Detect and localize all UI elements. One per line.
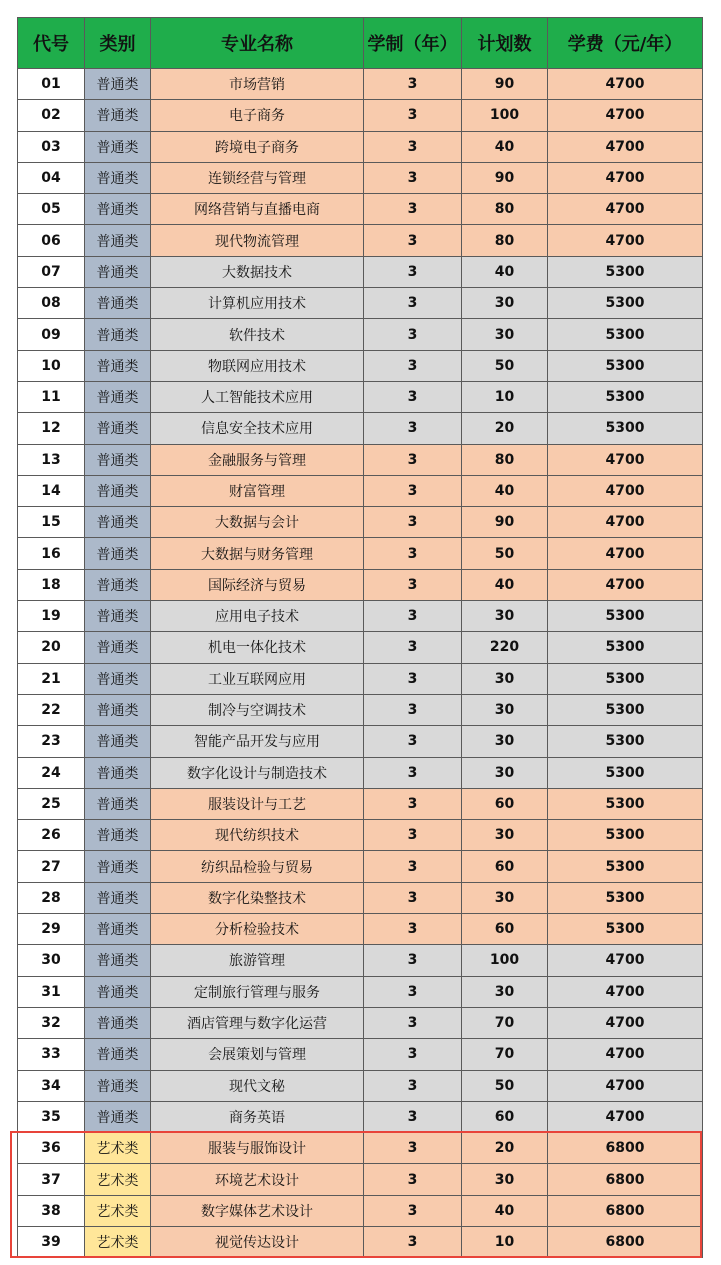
table-row — [18, 976, 703, 1007]
cell-code: 04 — [18, 162, 85, 193]
cell-code: 37 — [18, 1164, 85, 1195]
cell-category: 普通类 — [85, 851, 151, 882]
cell-fee: 4700 — [548, 1039, 703, 1070]
cell-fee: 4700 — [548, 1007, 703, 1038]
cell-plan: 30 — [462, 288, 548, 319]
cell-years: 3 — [364, 1101, 462, 1132]
cell-plan: 30 — [462, 1164, 548, 1195]
cell-plan: 30 — [462, 726, 548, 757]
cell-major: 视觉传达设计 — [151, 1226, 364, 1257]
cell-plan: 90 — [462, 507, 548, 538]
cell-category: 艺术类 — [85, 1133, 151, 1164]
cell-years: 3 — [364, 757, 462, 788]
cell-category: 普通类 — [85, 162, 151, 193]
cell-fee: 4700 — [548, 162, 703, 193]
cell-major: 金融服务与管理 — [151, 444, 364, 475]
cell-code: 05 — [18, 194, 85, 225]
cell-years: 3 — [364, 100, 462, 131]
cell-plan: 80 — [462, 444, 548, 475]
cell-code: 02 — [18, 100, 85, 131]
cell-plan: 40 — [462, 475, 548, 506]
cell-code: 27 — [18, 851, 85, 882]
cell-code: 30 — [18, 945, 85, 976]
cell-years: 3 — [364, 413, 462, 444]
cell-code: 12 — [18, 413, 85, 444]
cell-plan: 220 — [462, 632, 548, 663]
table-row — [18, 632, 703, 663]
cell-years: 3 — [364, 788, 462, 819]
cell-years: 3 — [364, 632, 462, 663]
cell-years: 3 — [364, 976, 462, 1007]
cell-fee: 5300 — [548, 350, 703, 381]
cell-category: 普通类 — [85, 225, 151, 256]
table-row — [18, 475, 703, 506]
cell-fee: 4700 — [548, 225, 703, 256]
table-row — [18, 350, 703, 381]
cell-code: 39 — [18, 1226, 85, 1257]
cell-plan: 50 — [462, 350, 548, 381]
cell-major: 数字化设计与制造技术 — [151, 757, 364, 788]
cell-fee: 4700 — [548, 444, 703, 475]
cell-code: 16 — [18, 538, 85, 569]
table-row — [18, 601, 703, 632]
cell-major: 机电一体化技术 — [151, 632, 364, 663]
cell-code: 26 — [18, 820, 85, 851]
cell-fee: 6800 — [548, 1164, 703, 1195]
cell-major: 分析检验技术 — [151, 914, 364, 945]
cell-major: 会展策划与管理 — [151, 1039, 364, 1070]
cell-fee: 5300 — [548, 851, 703, 882]
cell-category: 普通类 — [85, 69, 151, 100]
cell-years: 3 — [364, 1133, 462, 1164]
cell-years: 3 — [364, 694, 462, 725]
cell-category: 艺术类 — [85, 1164, 151, 1195]
cell-years: 3 — [364, 162, 462, 193]
cell-major: 智能产品开发与应用 — [151, 726, 364, 757]
cell-years: 3 — [364, 69, 462, 100]
cell-plan: 60 — [462, 1101, 548, 1132]
cell-category: 普通类 — [85, 976, 151, 1007]
cell-plan: 30 — [462, 663, 548, 694]
header-fee: 学费（元/年） — [548, 18, 703, 69]
cell-code: 31 — [18, 976, 85, 1007]
cell-major: 大数据技术 — [151, 256, 364, 287]
cell-category: 普通类 — [85, 601, 151, 632]
cell-major: 酒店管理与数字化运营 — [151, 1007, 364, 1038]
cell-years: 3 — [364, 882, 462, 913]
cell-plan: 50 — [462, 1070, 548, 1101]
cell-category: 普通类 — [85, 569, 151, 600]
table-row — [18, 194, 703, 225]
cell-years: 3 — [364, 914, 462, 945]
cell-years: 3 — [364, 288, 462, 319]
table-row — [18, 1164, 703, 1195]
cell-plan: 90 — [462, 69, 548, 100]
cell-years: 3 — [364, 663, 462, 694]
cell-fee: 6800 — [548, 1195, 703, 1226]
table-row — [18, 882, 703, 913]
cell-major: 大数据与会计 — [151, 507, 364, 538]
cell-years: 3 — [364, 350, 462, 381]
cell-fee: 5300 — [548, 663, 703, 694]
cell-code: 32 — [18, 1007, 85, 1038]
cell-code: 09 — [18, 319, 85, 350]
cell-fee: 4700 — [548, 569, 703, 600]
cell-years: 3 — [364, 507, 462, 538]
table-row — [18, 162, 703, 193]
cell-category: 普通类 — [85, 1101, 151, 1132]
cell-major: 跨境电子商务 — [151, 131, 364, 162]
cell-code: 33 — [18, 1039, 85, 1070]
cell-major: 服装与服饰设计 — [151, 1133, 364, 1164]
cell-plan: 70 — [462, 1039, 548, 1070]
cell-code: 07 — [18, 256, 85, 287]
cell-major: 数字化染整技术 — [151, 882, 364, 913]
cell-fee: 4700 — [548, 1101, 703, 1132]
cell-fee: 4700 — [548, 538, 703, 569]
table-row — [18, 413, 703, 444]
cell-years: 3 — [364, 945, 462, 976]
cell-years: 3 — [364, 851, 462, 882]
cell-code: 35 — [18, 1101, 85, 1132]
cell-plan: 80 — [462, 194, 548, 225]
cell-code: 10 — [18, 350, 85, 381]
cell-fee: 5300 — [548, 256, 703, 287]
cell-years: 3 — [364, 1164, 462, 1195]
table-header — [18, 18, 703, 69]
cell-years: 3 — [364, 1039, 462, 1070]
table-row — [18, 256, 703, 287]
table-row — [18, 1039, 703, 1070]
table-row — [18, 225, 703, 256]
cell-plan: 30 — [462, 976, 548, 1007]
cell-fee: 5300 — [548, 694, 703, 725]
cell-code: 08 — [18, 288, 85, 319]
cell-years: 3 — [364, 569, 462, 600]
cell-fee: 5300 — [548, 914, 703, 945]
cell-fee: 5300 — [548, 601, 703, 632]
table-row — [18, 851, 703, 882]
cell-fee: 4700 — [548, 945, 703, 976]
cell-fee: 5300 — [548, 882, 703, 913]
table-row — [18, 726, 703, 757]
cell-major: 计算机应用技术 — [151, 288, 364, 319]
table-row — [18, 1101, 703, 1132]
cell-code: 13 — [18, 444, 85, 475]
cell-major: 网络营销与直播电商 — [151, 194, 364, 225]
table-row — [18, 507, 703, 538]
cell-plan: 40 — [462, 569, 548, 600]
table-row — [18, 131, 703, 162]
cell-years: 3 — [364, 1007, 462, 1038]
table-row — [18, 757, 703, 788]
table-row — [18, 820, 703, 851]
cell-fee: 5300 — [548, 288, 703, 319]
cell-category: 普通类 — [85, 100, 151, 131]
cell-plan: 30 — [462, 319, 548, 350]
cell-category: 普通类 — [85, 288, 151, 319]
cell-category: 艺术类 — [85, 1195, 151, 1226]
cell-code: 19 — [18, 601, 85, 632]
cell-major: 电子商务 — [151, 100, 364, 131]
cell-category: 普通类 — [85, 945, 151, 976]
cell-plan: 50 — [462, 538, 548, 569]
cell-major: 纺织品检验与贸易 — [151, 851, 364, 882]
cell-major: 大数据与财务管理 — [151, 538, 364, 569]
cell-years: 3 — [364, 194, 462, 225]
cell-fee: 5300 — [548, 381, 703, 412]
cell-plan: 80 — [462, 225, 548, 256]
cell-major: 财富管理 — [151, 475, 364, 506]
cell-code: 38 — [18, 1195, 85, 1226]
table-row — [18, 1133, 703, 1164]
cell-plan: 70 — [462, 1007, 548, 1038]
cell-code: 01 — [18, 69, 85, 100]
cell-code: 25 — [18, 788, 85, 819]
cell-plan: 30 — [462, 601, 548, 632]
cell-plan: 20 — [462, 413, 548, 444]
cell-plan: 20 — [462, 1133, 548, 1164]
table-row — [18, 381, 703, 412]
cell-plan: 30 — [462, 820, 548, 851]
cell-years: 3 — [364, 726, 462, 757]
cell-plan: 100 — [462, 100, 548, 131]
cell-fee: 4700 — [548, 507, 703, 538]
cell-major: 市场营销 — [151, 69, 364, 100]
cell-years: 3 — [364, 601, 462, 632]
table-row — [18, 444, 703, 475]
cell-fee: 4700 — [548, 100, 703, 131]
header-code: 代号 — [18, 18, 85, 69]
cell-major: 工业互联网应用 — [151, 663, 364, 694]
cell-plan: 40 — [462, 256, 548, 287]
cell-major: 数字媒体艺术设计 — [151, 1195, 364, 1226]
cell-category: 普通类 — [85, 914, 151, 945]
cell-plan: 60 — [462, 788, 548, 819]
cell-category: 普通类 — [85, 882, 151, 913]
header-major: 专业名称 — [151, 18, 364, 69]
cell-category: 普通类 — [85, 1070, 151, 1101]
cell-plan: 30 — [462, 757, 548, 788]
cell-fee: 5300 — [548, 632, 703, 663]
cell-fee: 5300 — [548, 726, 703, 757]
cell-major: 现代文秘 — [151, 1070, 364, 1101]
cell-code: 24 — [18, 757, 85, 788]
table-row — [18, 1070, 703, 1101]
cell-category: 普通类 — [85, 663, 151, 694]
cell-years: 3 — [364, 475, 462, 506]
cell-category: 普通类 — [85, 757, 151, 788]
cell-plan: 40 — [462, 1195, 548, 1226]
table-row — [18, 914, 703, 945]
cell-fee: 5300 — [548, 319, 703, 350]
table-row — [18, 69, 703, 100]
cell-fee: 4700 — [548, 69, 703, 100]
cell-fee: 6800 — [548, 1133, 703, 1164]
cell-fee: 6800 — [548, 1226, 703, 1257]
cell-code: 20 — [18, 632, 85, 663]
cell-fee: 4700 — [548, 475, 703, 506]
cell-fee: 5300 — [548, 757, 703, 788]
cell-code: 22 — [18, 694, 85, 725]
cell-years: 3 — [364, 1226, 462, 1257]
cell-years: 3 — [364, 131, 462, 162]
table-row — [18, 1226, 703, 1257]
cell-category: 普通类 — [85, 694, 151, 725]
cell-code: 06 — [18, 225, 85, 256]
cell-plan: 10 — [462, 381, 548, 412]
cell-plan: 100 — [462, 945, 548, 976]
header-plan: 计划数 — [462, 18, 548, 69]
cell-category: 普通类 — [85, 131, 151, 162]
cell-code: 36 — [18, 1133, 85, 1164]
cell-fee: 5300 — [548, 820, 703, 851]
cell-major: 旅游管理 — [151, 945, 364, 976]
table-row — [18, 1007, 703, 1038]
cell-category: 普通类 — [85, 256, 151, 287]
cell-code: 11 — [18, 381, 85, 412]
cell-major: 连锁经营与管理 — [151, 162, 364, 193]
cell-fee: 5300 — [548, 788, 703, 819]
cell-fee: 4700 — [548, 976, 703, 1007]
cell-category: 普通类 — [85, 1007, 151, 1038]
cell-code: 03 — [18, 131, 85, 162]
enrollment-table — [17, 17, 703, 1258]
cell-plan: 60 — [462, 851, 548, 882]
cell-plan: 40 — [462, 131, 548, 162]
table-body — [18, 69, 703, 1258]
cell-plan: 60 — [462, 914, 548, 945]
cell-major: 现代物流管理 — [151, 225, 364, 256]
cell-major: 商务英语 — [151, 1101, 364, 1132]
cell-category: 普通类 — [85, 413, 151, 444]
cell-years: 3 — [364, 1195, 462, 1226]
cell-code: 18 — [18, 569, 85, 600]
table-row — [18, 694, 703, 725]
table-row — [18, 319, 703, 350]
table-row — [18, 1195, 703, 1226]
cell-years: 3 — [364, 820, 462, 851]
cell-plan: 10 — [462, 1226, 548, 1257]
cell-major: 现代纺织技术 — [151, 820, 364, 851]
header-category: 类别 — [85, 18, 151, 69]
cell-category: 普通类 — [85, 319, 151, 350]
cell-plan: 90 — [462, 162, 548, 193]
cell-category: 艺术类 — [85, 1226, 151, 1257]
cell-category: 普通类 — [85, 507, 151, 538]
cell-plan: 30 — [462, 694, 548, 725]
cell-major: 定制旅行管理与服务 — [151, 976, 364, 1007]
cell-category: 普通类 — [85, 788, 151, 819]
cell-category: 普通类 — [85, 475, 151, 506]
cell-years: 3 — [364, 1070, 462, 1101]
table-row — [18, 788, 703, 819]
cell-fee: 4700 — [548, 194, 703, 225]
cell-major: 软件技术 — [151, 319, 364, 350]
cell-major: 信息安全技术应用 — [151, 413, 364, 444]
cell-major: 环境艺术设计 — [151, 1164, 364, 1195]
cell-major: 国际经济与贸易 — [151, 569, 364, 600]
cell-major: 应用电子技术 — [151, 601, 364, 632]
table-row — [18, 569, 703, 600]
cell-fee: 4700 — [548, 131, 703, 162]
cell-fee: 5300 — [548, 413, 703, 444]
header-row — [18, 18, 703, 69]
cell-code: 34 — [18, 1070, 85, 1101]
cell-category: 普通类 — [85, 350, 151, 381]
cell-years: 3 — [364, 381, 462, 412]
cell-category: 普通类 — [85, 538, 151, 569]
cell-plan: 30 — [462, 882, 548, 913]
cell-category: 普通类 — [85, 820, 151, 851]
cell-category: 普通类 — [85, 632, 151, 663]
cell-major: 物联网应用技术 — [151, 350, 364, 381]
table-row — [18, 945, 703, 976]
cell-years: 3 — [364, 538, 462, 569]
cell-category: 普通类 — [85, 726, 151, 757]
cell-code: 14 — [18, 475, 85, 506]
cell-code: 15 — [18, 507, 85, 538]
cell-years: 3 — [364, 256, 462, 287]
cell-major: 制冷与空调技术 — [151, 694, 364, 725]
cell-years: 3 — [364, 319, 462, 350]
cell-major: 服装设计与工艺 — [151, 788, 364, 819]
cell-category: 普通类 — [85, 444, 151, 475]
cell-category: 普通类 — [85, 1039, 151, 1070]
cell-code: 28 — [18, 882, 85, 913]
cell-code: 23 — [18, 726, 85, 757]
table-row — [18, 288, 703, 319]
cell-category: 普通类 — [85, 194, 151, 225]
table-row — [18, 538, 703, 569]
table-row — [18, 663, 703, 694]
header-years: 学制（年） — [364, 18, 462, 69]
cell-years: 3 — [364, 225, 462, 256]
table-row — [18, 100, 703, 131]
cell-fee: 4700 — [548, 1070, 703, 1101]
cell-years: 3 — [364, 444, 462, 475]
cell-code: 29 — [18, 914, 85, 945]
cell-category: 普通类 — [85, 381, 151, 412]
cell-code: 21 — [18, 663, 85, 694]
cell-major: 人工智能技术应用 — [151, 381, 364, 412]
